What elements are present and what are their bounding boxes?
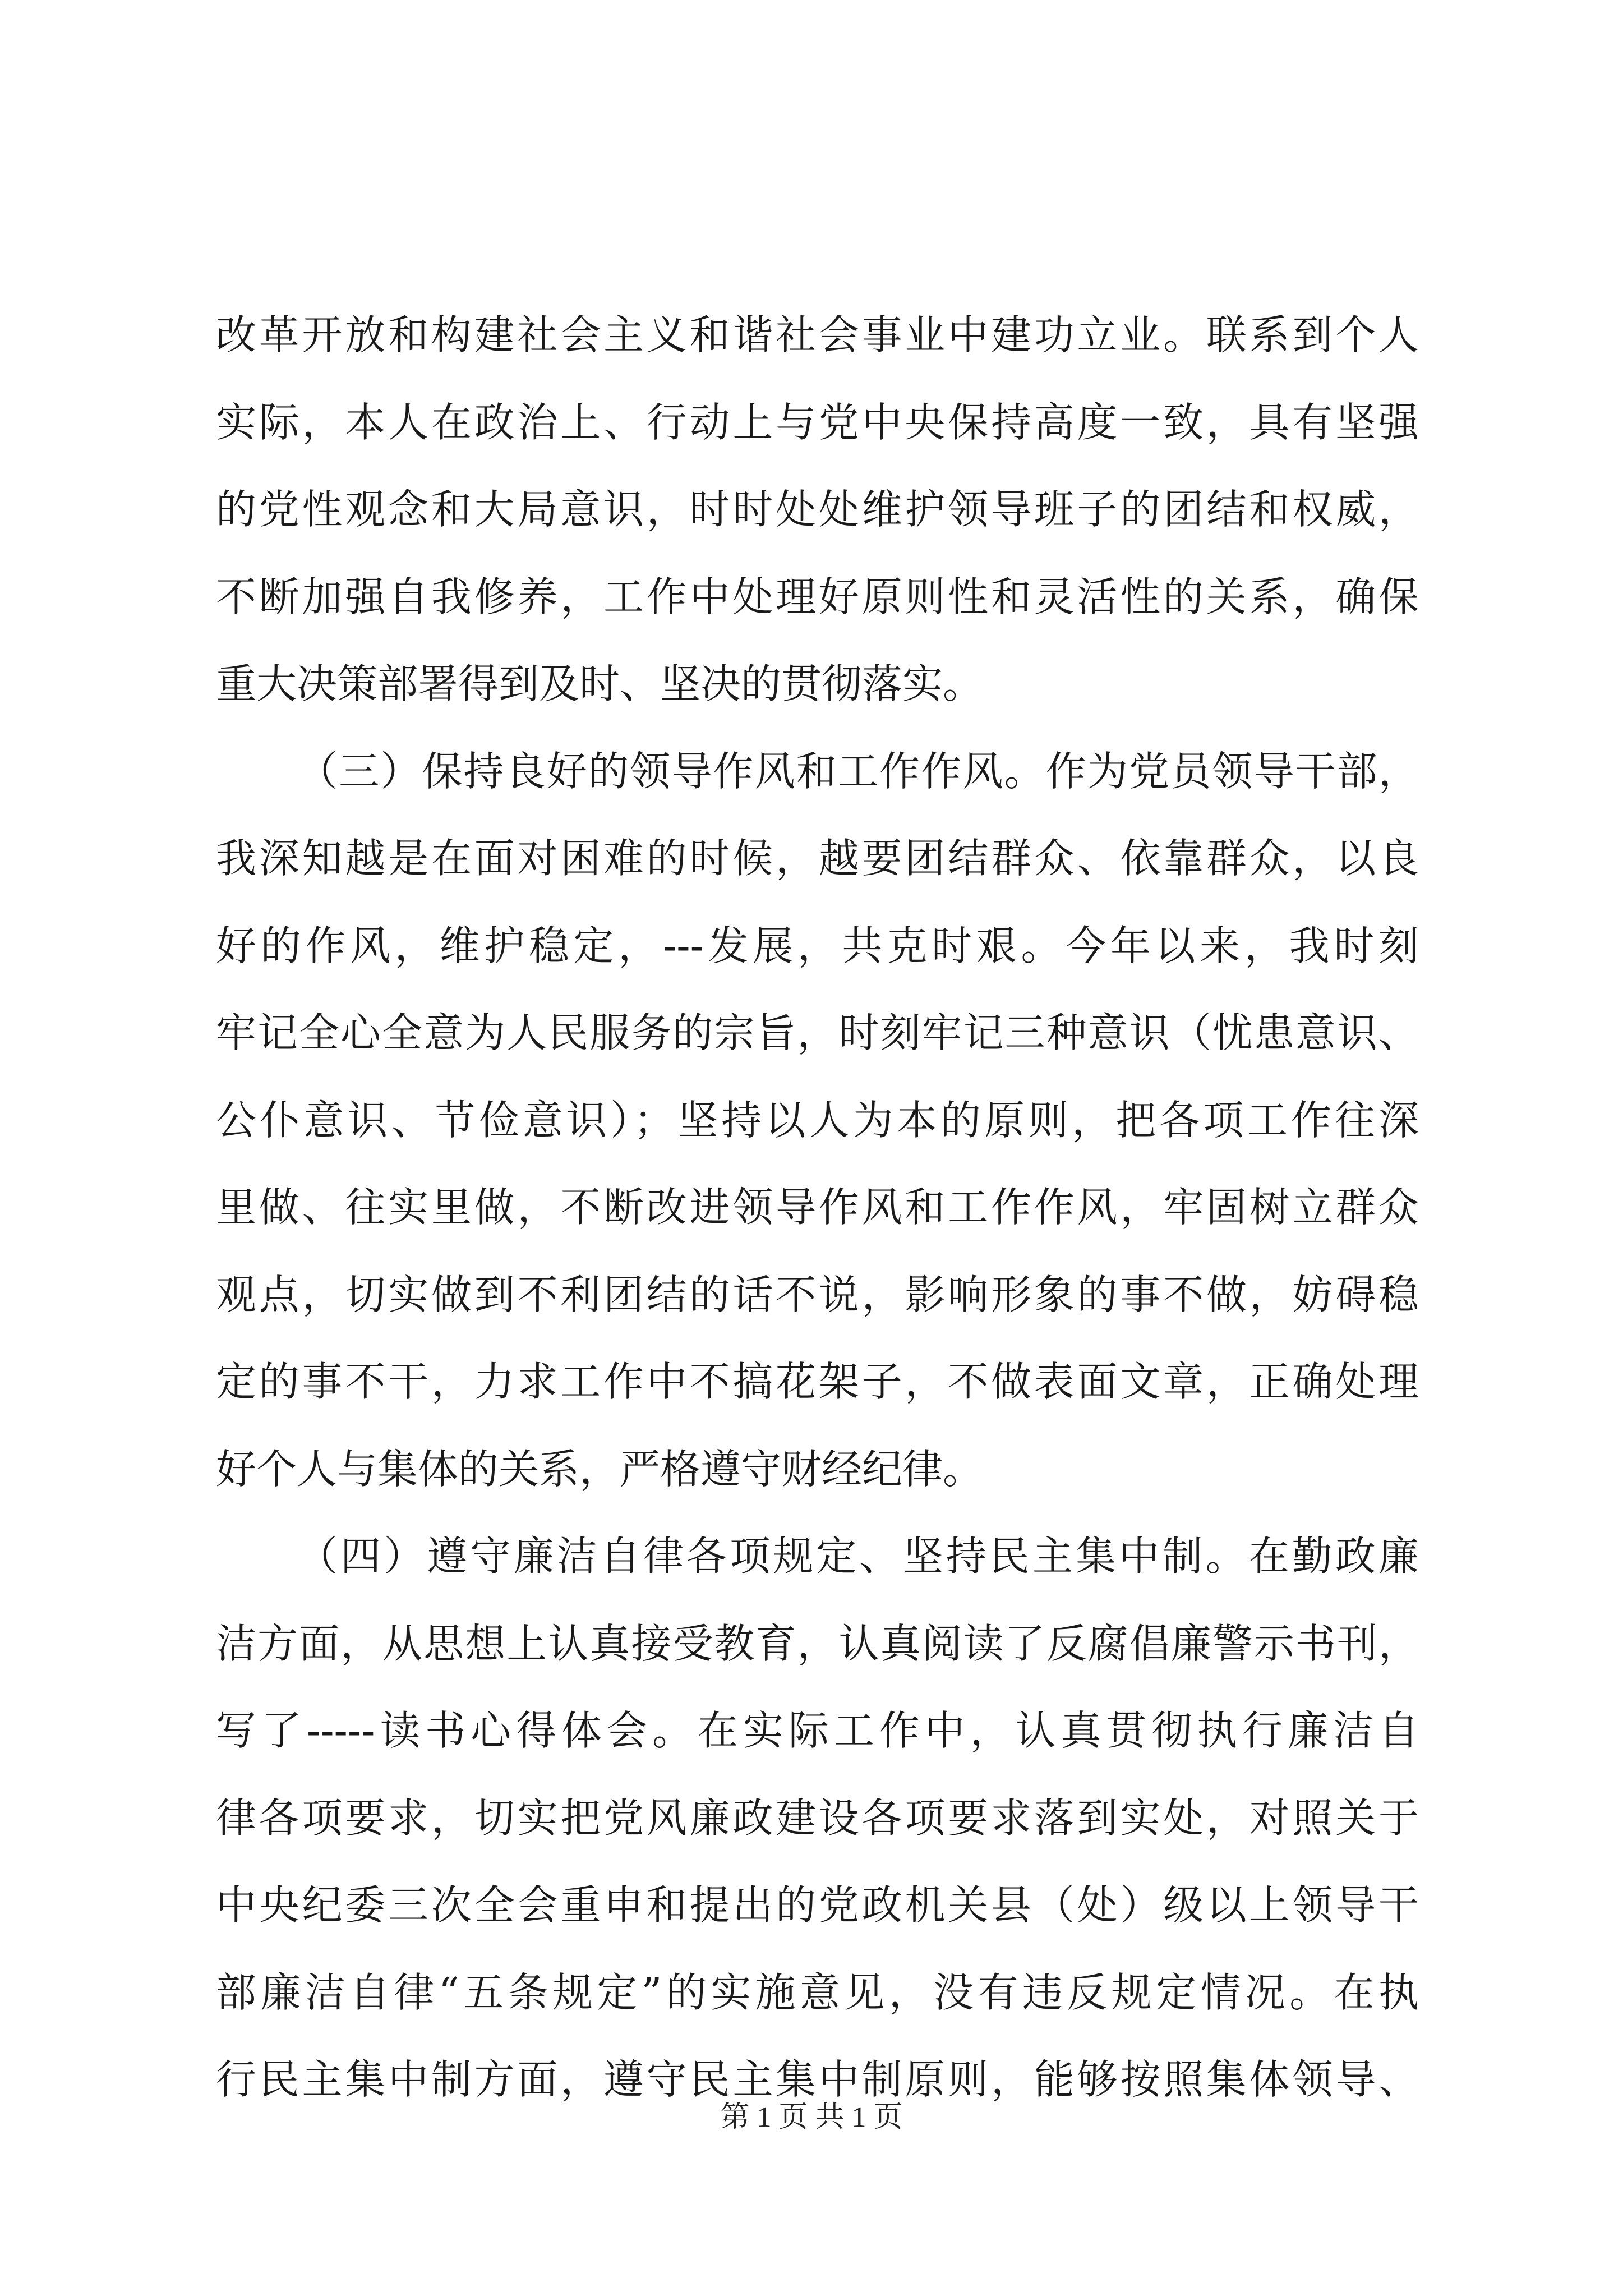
section-heading-line: （三）保持良好的领导作风和工作作风。作为党员领导干部， (297, 747, 1419, 795)
text-line: 好个人与集体的关系，严格遵守财经纪律。 (216, 1445, 984, 1493)
text-line: 里做、往实里做，不断改进领导作风和工作作风，牢固树立群众 (216, 1184, 1419, 1231)
text-line: 不断加强自我修养，工作中处理好原则性和灵活性的关系，确保 (216, 573, 1419, 620)
text-line: 重大决策部署得到及时、坚决的贯彻落实。 (216, 660, 984, 707)
text-line: 行民主集中制方面，遵守民主集中制原则，能够按照集体领导、 (216, 2056, 1419, 2103)
section-heading-line: （四）遵守廉洁自律各项规定、坚持民主集中制。在勤政廉 (297, 1533, 1419, 1580)
text-line: 中央纪委三次全会重申和提出的党政机关县（处）级以上领导干 (216, 1881, 1419, 1929)
text-line: 洁方面，从思想上认真接受教育，认真阅读了反腐倡廉警示书刊， (216, 1619, 1419, 1667)
text-line: 好的作风，维护稳定，---发展，共克时艰。今年以来，我时刻 (216, 922, 1419, 969)
text-line: 观点，切实做到不利团结的话不说，影响形象的事不做，妨碍稳 (216, 1271, 1419, 1318)
text-line: 写了-----读书心得体会。在实际工作中，认真贯彻执行廉洁自 (216, 1707, 1419, 1754)
text-line: 定的事不干，力求工作中不搞花架子，不做表面文章，正确处理 (216, 1358, 1419, 1405)
text-line: 实际，本人在政治上、行动上与党中央保持高度一致，具有坚强 (216, 398, 1419, 446)
text-line: 部廉洁自律“五条规定”的实施意见，没有违反规定情况。在执 (216, 1968, 1419, 2016)
text-line: 牢记全心全意为人民服务的宗旨，时刻牢记三种意识（忧患意识、 (216, 1009, 1419, 1056)
page-footer: 第 1 页 共 1 页 (720, 2101, 903, 2133)
text-line: 的党性观念和大局意识，时时处处维护领导班子的团结和权威， (216, 486, 1419, 533)
text-line: 改革开放和构建社会主义和谐社会事业中建功立业。联系到个人 (216, 311, 1419, 358)
text-line: 我深知越是在面对困难的时候，越要团结群众、依靠群众，以良 (216, 835, 1419, 882)
text-line: 公仆意识、节俭意识）；坚持以人为本的原则，把各项工作往深 (216, 1096, 1419, 1144)
body-text (216, 292, 1419, 2124)
text-line: 律各项要求，切实把党风廉政建设各项要求落到实处，对照关于 (216, 1794, 1419, 1842)
